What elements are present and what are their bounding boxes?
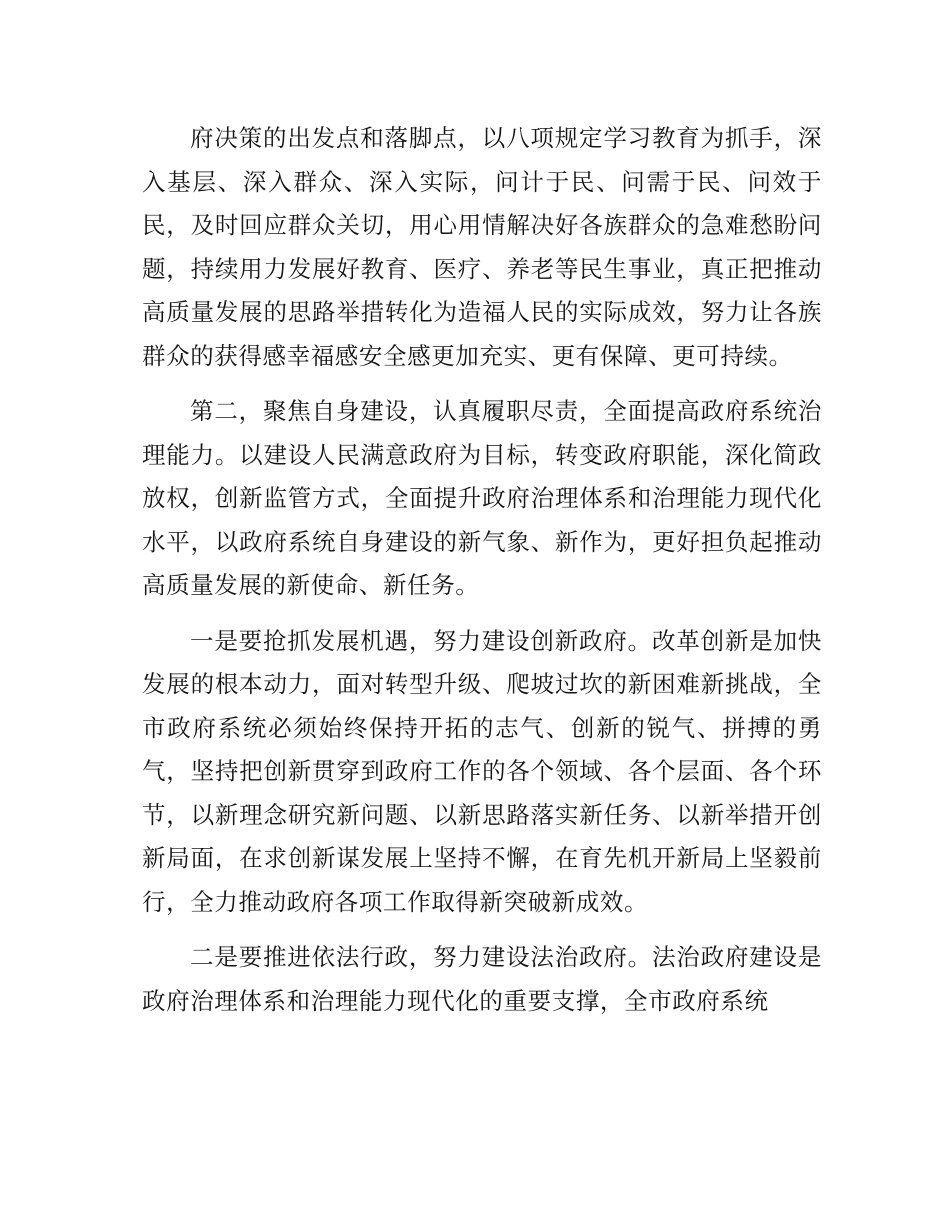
paragraph-rule-of-law-government: 二是要推进依法行政，努力建设法治政府。法治政府建设是政府治理体系和治理能力现代化的重要支撑，全市政府系统 (142, 943, 822, 1015)
paragraph-continuation: 府决策的出发点和落脚点，以八项规定学习教育为抓手，深入基层、深入群众、深入实际，问计于民、问需于民、问效于民，及时回应群众关切，用心用情解决好各族群众的急难愁盼问题，持续用力发展好教育、医疗、养老等民生事业，真正把推动高质量发展的思路举措转化为造福人民的实际成效，努力让各族群众的获得感幸福感安全感更加充实、更有保障、更可持续。 (142, 124, 822, 370)
paragraph-second-point: 第二，聚焦自身建设，认真履职尽责，全面提高政府系统治理能力。以建设人民满意政府为目标，转变政府职能，深化简政放权，创新监管方式，全面提升政府治理体系和治理能力现代化水平，以政府系统自身建设的新气象、新作为，更好担负起推动高质量发展的新使命、新任务。 (142, 397, 822, 599)
document-body (142, 117, 822, 1035)
paragraph-innovation-government: 一是要抢抓发展机遇，努力建设创新政府。改革创新是加快发展的根本动力，面对转型升级、爬坡过坎的新困难新挑战，全市政府系统必须始终保持开拓的志气、创新的锐气、拼搏的勇气，坚持把创新贯穿到政府工作的各个领域、各个层面、各个环节，以新理念研究新问题、以新思路落实新任务、以新举措开创新局面，在求创新谋发展上坚持不懈，在育先机开新局上坚毅前行，全力推动政府各项工作取得新突破新成效。 (142, 626, 822, 916)
